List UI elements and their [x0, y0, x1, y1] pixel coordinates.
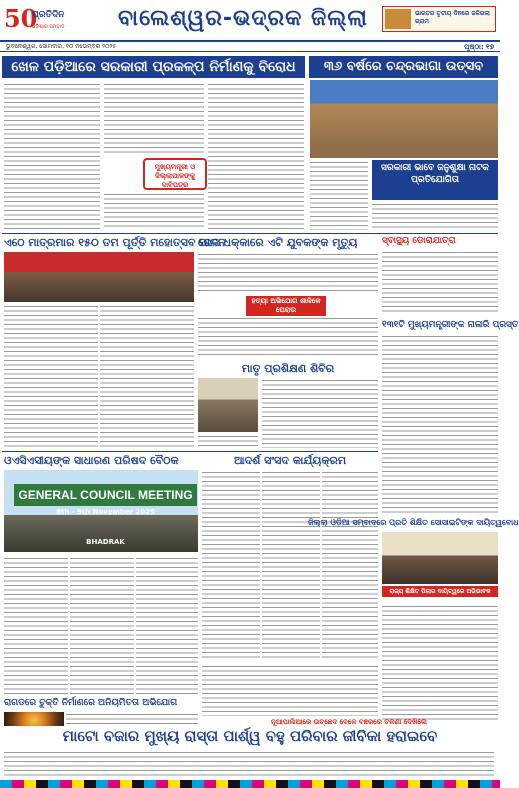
lead-body-col-2: [104, 82, 204, 156]
logo-name: ପ୍ରତିଦିନ: [32, 10, 65, 20]
story2-body-2: [100, 304, 194, 448]
dateline-bar: [0, 40, 500, 52]
meeting-banner: GENERAL COUNCIL MEETING: [14, 484, 197, 506]
logo-tagline: ଓଡ଼ିଶାର ସମ୍ବାଦ: [32, 24, 65, 30]
story2-photo[interactable]: [4, 252, 194, 302]
bottom-body: [4, 750, 494, 778]
page-number: ପୃଷ୍ଠା: ୧୭: [464, 43, 494, 51]
story8-headline[interactable]: ଆଦର୍ଶ ସଂସଦ କାର୍ଯ୍ୟକ୍ରମ: [233, 454, 347, 467]
promo-text: ଭାରତର ତୃତୀୟ ଦିନରେ ଜଳିଗଲା ଗ୍ରାମ: [415, 10, 490, 25]
drama-headline-box[interactable]: [372, 160, 498, 200]
promo-thumbnail: [385, 9, 411, 29]
promo-teaser[interactable]: [382, 6, 496, 32]
logo-number: 50: [4, 4, 38, 33]
story4-headline[interactable]: ମାତୃ ପ୍ରଶିକ୍ଷଣ ଶିବିର: [241, 362, 335, 375]
story3-body-bottom: [198, 316, 378, 356]
story4-photo[interactable]: [198, 378, 258, 432]
meeting-dates: 8th - 9th November 2025: [55, 508, 156, 516]
story2-headline[interactable]: ଏଠେ ମାତ୍ରମାର ୧୫୦ ତମ ପୂର୍ତ୍ତି ମହୋତ୍ସବ ପାଳନ: [4, 236, 226, 249]
newspaper-logo[interactable]: [4, 4, 88, 38]
story7-headline[interactable]: ଓଏସିଏସୀୟଙ୍କ ସାଧାରଣ ପରିଷଦ ବୈଠକ: [4, 454, 179, 467]
lead-body-col-2b: [104, 192, 204, 230]
story9-photo[interactable]: [382, 532, 498, 584]
dateline: ଭୁବନେଶ୍ୱର, ସୋମବାର, ୧୦ ନଭେମ୍ବର ୨୦୨୫: [6, 43, 117, 50]
story2-body-1: [4, 304, 98, 448]
lead-callout: ମୁଖ୍ୟମନ୍ତ୍ରୀ ଓ ଜିଲ୍ଲାପାଳଙ୍କୁ ଦାବିପତ୍ର: [143, 158, 207, 190]
story5-body: [382, 250, 498, 314]
divider: [2, 233, 498, 234]
story7-body-3: [136, 556, 198, 694]
drama-headline: ସରକାରୀ ଭାବେ ଜନୁଶୁକ୍ଷା ନାଟକ ପ୍ରତିଯୋଗିତା: [381, 163, 489, 185]
story9-body: [382, 604, 498, 722]
story8-body-bottom: [202, 664, 378, 716]
divider: [2, 451, 378, 452]
drama-body: [372, 202, 498, 230]
story5-headline[interactable]: ସ୍ବାସ୍ଥ୍ୟ ଡୋରାଯାତ୍ରା: [382, 236, 456, 246]
story4-body: [262, 378, 378, 448]
festival-photo[interactable]: [310, 80, 498, 158]
story8-body-1: [202, 470, 260, 660]
lead-body-col-1: [4, 82, 100, 230]
meeting-place: BHADRAK: [86, 538, 125, 546]
story3-headline[interactable]: ରେଳ ଧକ୍କାରେ ଏଟି ଯୁବକଙ୍କ ମୃତ୍ୟୁ: [198, 236, 358, 249]
festival-body: [310, 160, 368, 230]
story10-photo[interactable]: [4, 712, 64, 726]
festival-headline[interactable]: ୩୬ ବର୍ଷରେ ଚନ୍ଦ୍ରଭାଗା ଉତ୍ସବ: [309, 56, 498, 78]
story8-body-3: [322, 470, 378, 660]
story7-body-2: [70, 556, 134, 694]
bottom-headline[interactable]: ମାଟୋ ବଜାର ମୁଖ୍ୟ ରାସ୍ତା ପାର୍ଶ୍ୱ ବହୁ ପରିବାର ଜୀବିକା ହରାଇବେ: [62, 727, 438, 745]
district-title: ବାଲେଶ୍ୱର-ଭଦ୍ରକ ଜିଲ୍ଲା: [118, 6, 368, 31]
story3-tag: ହତ୍ୟା ଅଭିଯୋଗ ଶାଳିକେ ଘେରାଉ: [246, 296, 326, 316]
story9-tag: ରାଜ୍ୟ ଶିକ୍ଷିତ ପିଲାର ଦାୟିତ୍ୱରେ ଅଭିଭାବକ: [382, 586, 498, 597]
story7-body-1: [4, 556, 68, 694]
masthead: [0, 0, 500, 54]
lead-headline[interactable]: ଖେଳ ପଡ଼ିଆରେ ସରକାରୀ ପ୍ରକଳ୍ପ ନିର୍ମାଣକୁ ବିରୋଧ: [2, 56, 305, 78]
bottom-kicker: ନୂଆପାଲିଆରେ ଉଚ୍ଛେଦ ବେଳେ ବଞ୍ଚରରେ ଚଳଣା ଦେଖିଲେ: [271, 718, 427, 726]
story6-body: [382, 334, 498, 514]
story10-body: [66, 712, 198, 726]
color-registration-strip: [0, 780, 500, 788]
story10-headline[interactable]: ରାଗଡରେ ଚୁକ୍ତି ନିର୍ମାଣରେ ଅନିୟମିତତା ଅଭିଯୋଗ: [4, 698, 178, 708]
story3-body-top: [198, 252, 378, 294]
story6-headline[interactable]: ୧୩୧ଟି ମୁଖ୍ୟମନ୍ତ୍ରୀଙ୍କ ନାଳାରି ପ୍ରସ୍ତ: [382, 320, 519, 330]
story4-caption: [198, 434, 258, 448]
story9-headline[interactable]: ଜିଲ୍ଲା ଓଡ଼ିଆ ସମ୍ବାଦରେ ପ୍ରତି ଶିକ୍ଷିତ ସୋସାଇଟିଙ୍କ ଦାୟିତ୍ୱବୋଧ: [308, 518, 519, 527]
lead-body-col-3: [208, 82, 304, 230]
story8-body-2: [262, 470, 320, 660]
